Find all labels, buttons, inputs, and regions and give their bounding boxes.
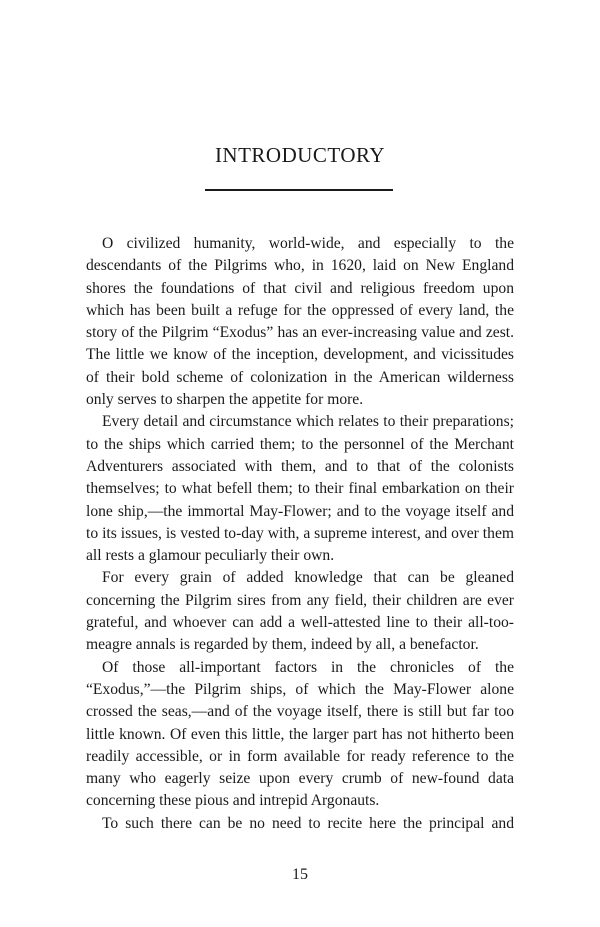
body-text [86, 233, 514, 835]
chapter-title: INTRODUCTORY [214, 143, 386, 167]
paragraph-4: Of those all-important factors in the chronicles of the “Exodus,”—the Pilgrim ships, of which the May-Flower alone crossed the seas,—and of the voyage itself, there is still but far too little known. Of even this little, the larger part has not hitherto been readily accessible, or in form available for ready reference to the many who eagerly seize upon every crumb of new-found data concerning these pious and intrepid Argonauts. [86, 658, 514, 810]
title-rule [205, 189, 393, 191]
paragraph-3: For every grain of added knowledge that can be gleaned concerning the Pilgrim sires from any field, their children are ever grateful, and whoever can add a well-attested line to their all-too-meagre annals is regarded by them, indeed by all, a benefactor. [86, 569, 514, 654]
paragraph-2: Every detail and circumstance which relates to their preparations; to the ships which carried them; to the personnel of the Merchant Adventurers associated with them, and to that of the colonists themselves; to what befell them; to their final embarkation on their lone ship,—the immortal May-Flower; and to the voyage itself and to its issues, is vested to-day with, a supreme interest, and over them all rests a glamour peculiarly their own. [86, 413, 514, 565]
paragraph-1: O civilized humanity, world-wide, and especially to the descendants of the Pilgrims who, in 1620, laid on New England shores the foundations of that civil and religious freedom upon which has been built a refuge for the oppressed of every land, the story of the Pilgrim “Exodus” has an ever-increasing value and zest. The little we know of the inception, development, and vicissitudes of their bold scheme of colonization in the American wilderness only serves to sharpen the appetite for more. [86, 235, 514, 409]
paragraph-5: To such there can be no need to recite here the principal and [102, 814, 514, 832]
page-number: 15 [292, 866, 308, 883]
